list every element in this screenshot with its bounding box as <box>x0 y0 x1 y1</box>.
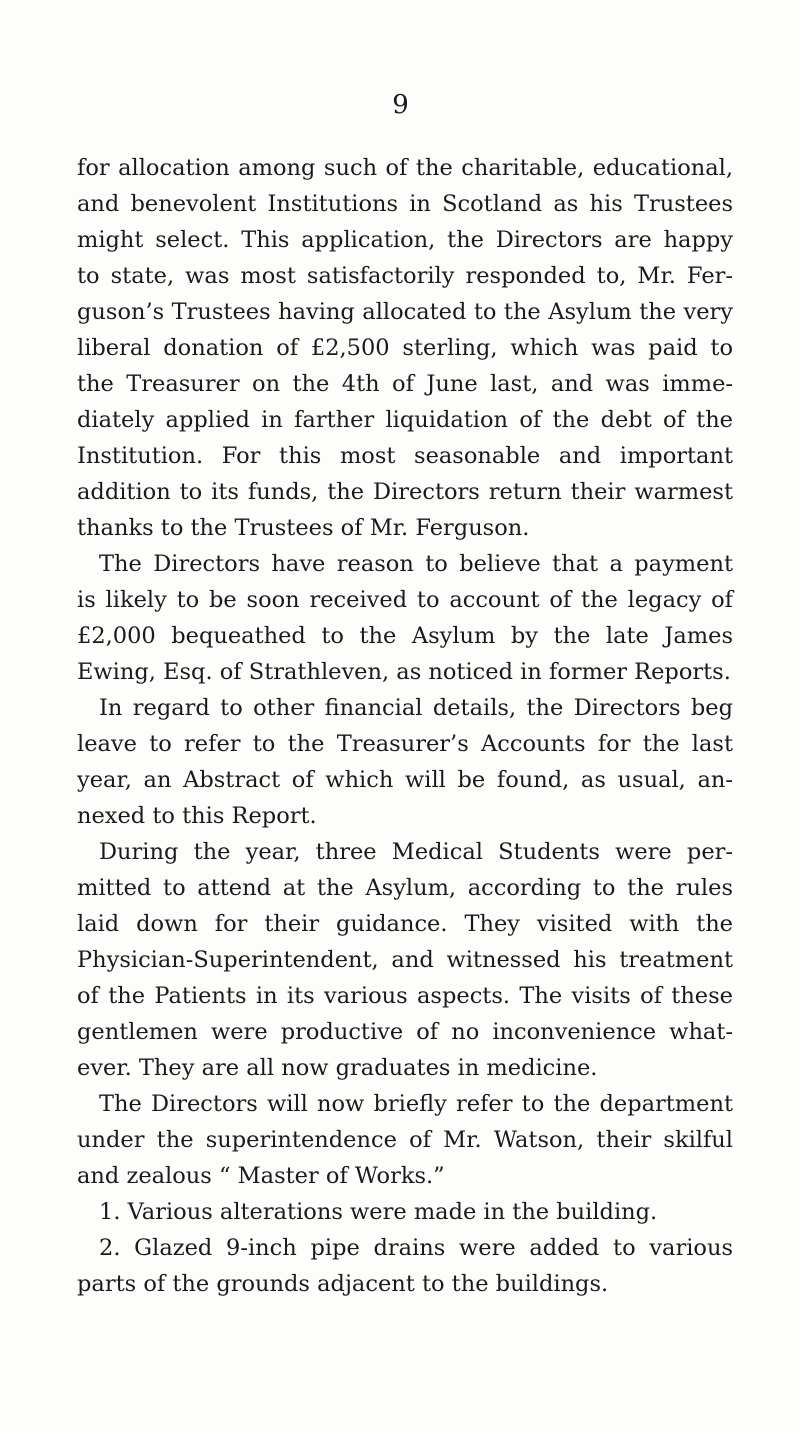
text-line: gentlemen were productive of no inconvenience what- <box>77 1019 733 1045</box>
text-line: guson’s Trustees having allocated to the Asylum the very <box>77 299 733 325</box>
text-line: is likely to be soon received to account of the legacy of <box>77 587 733 613</box>
text-line: Ewing, Esq. of Strathleven, as noticed in former Reports. <box>77 659 731 685</box>
page-number: 9 <box>392 90 409 120</box>
text-line: year, an Abstract of which will be found, as usual, an- <box>77 767 733 793</box>
text-line: and benevolent Institutions in Scotland as his Trustees <box>77 191 733 217</box>
text-line: and zealous “ Master of Works.” <box>77 1163 445 1189</box>
text-line: Physician-Superintendent, and witnessed his treatment <box>77 947 733 973</box>
text-line: 1. Various alterations were made in the building. <box>99 1199 658 1225</box>
text-line: liberal donation of £2,500 sterling, which was paid to <box>77 335 733 361</box>
text-line: addition to its funds, the Directors return their warmest <box>77 479 733 505</box>
text-line: 2. Glazed 9-inch pipe drains were added to various <box>99 1235 733 1261</box>
text-line: parts of the grounds adjacent to the buildings. <box>77 1271 609 1297</box>
text-line: mitted to attend at the Asylum, according to the rules <box>77 875 733 901</box>
text-line: During the year, three Medical Students were per- <box>99 839 733 865</box>
text-line: diately applied in farther liquidation of the debt of the <box>77 407 733 433</box>
text-line: leave to refer to the Treasurer’s Accounts for the last <box>77 731 733 757</box>
text-line: In regard to other financial details, the Directors beg <box>99 695 733 721</box>
text-line: the Treasurer on the 4th of June last, and was imme- <box>77 371 733 397</box>
text-line: £2,000 bequeathed to the Asylum by the late James <box>77 623 733 649</box>
text-line: for allocation among such of the charitable, educational, <box>77 155 733 181</box>
text-line: to state, was most satisfactorily responded to, Mr. Fer- <box>77 263 733 289</box>
text-line: laid down for their guidance. They visited with the <box>77 911 733 937</box>
text-line: The Directors have reason to believe that a payment <box>99 551 733 577</box>
text-line: thanks to the Trustees of Mr. Ferguson. <box>77 515 530 541</box>
text-line: under the superintendence of Mr. Watson, their skilful <box>77 1127 733 1153</box>
text-line: Institution. For this most seasonable and important <box>77 443 733 469</box>
text-line: of the Patients in its various aspects. The visits of these <box>77 983 733 1009</box>
text-line: might select. This application, the Directors are happy <box>77 227 733 253</box>
text-line: The Directors will now briefly refer to the department <box>99 1091 733 1117</box>
text-line: nexed to this Report. <box>77 803 317 829</box>
body-text <box>77 150 733 1302</box>
text-line: ever. They are all now graduates in medicine. <box>77 1055 598 1081</box>
